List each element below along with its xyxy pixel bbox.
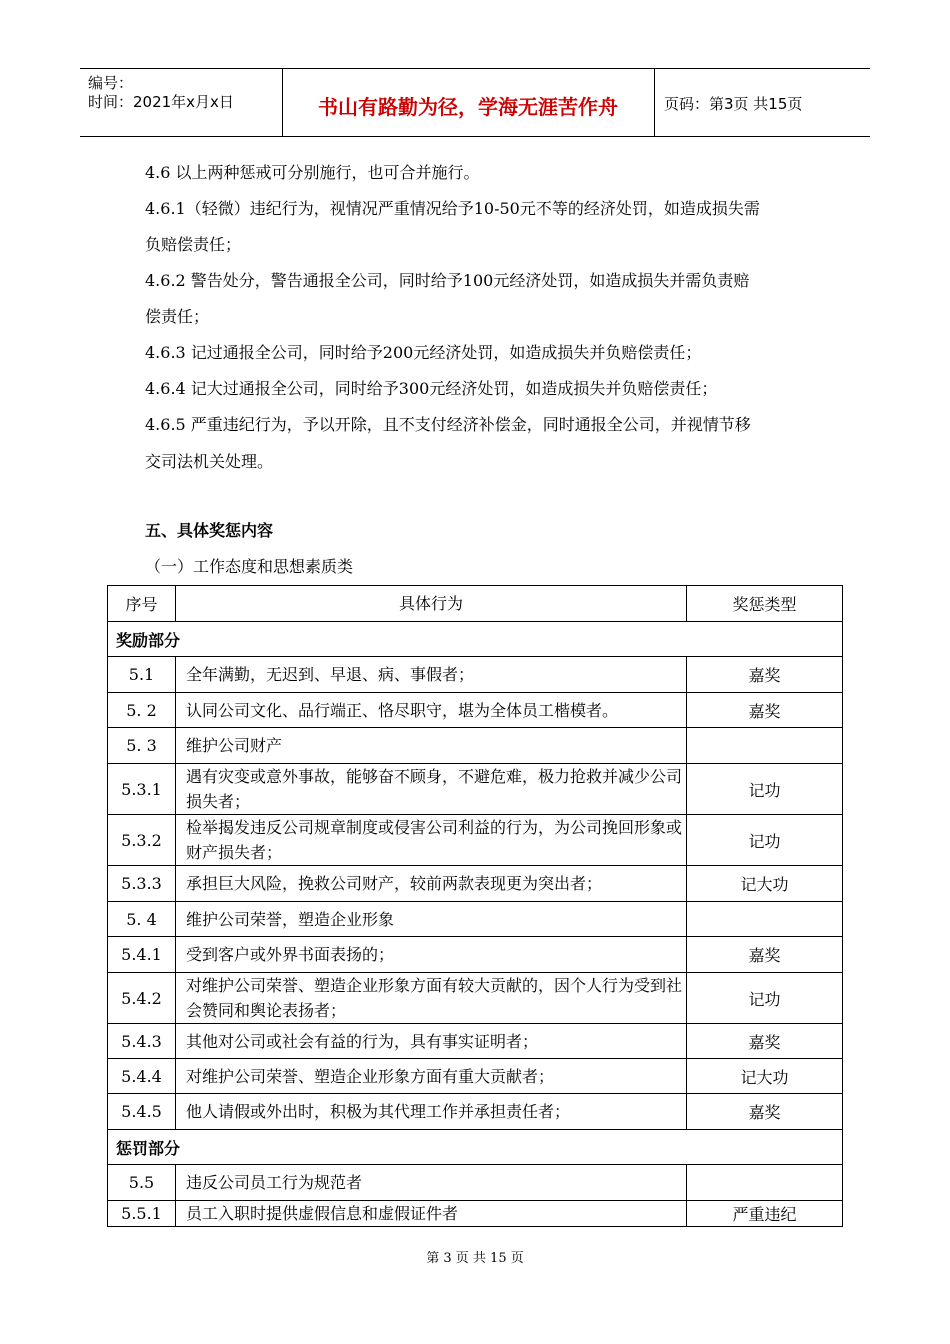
section-title: 五、具体奖惩内容 — [145, 521, 274, 540]
paragraph-line: 负赔偿责任； — [145, 235, 242, 254]
row-number: 5.4.1 — [108, 937, 176, 973]
row-behavior: 维护公司荣誉，塑造企业形象 — [176, 902, 687, 937]
time-label: 时间：2021年x月x日 — [88, 93, 234, 111]
table-row — [108, 728, 843, 764]
row-behavior: 认同公司文化、品行端正、恪尽职守，堪为全体员工楷模者。 — [176, 693, 687, 728]
paragraph-line: 4.6.2 警告处分，警告通报全公司，同时给予100元经济处罚，如造成损失并需负责赔 — [145, 271, 750, 290]
row-behavior: 受到客户或外界书面表扬的； — [176, 937, 687, 973]
row-number: 5.3.3 — [108, 866, 176, 902]
number-label: 编号： — [88, 74, 134, 92]
row-type: 嘉奖 — [687, 1024, 843, 1059]
header-motto-cell — [282, 69, 655, 136]
header-meta — [80, 69, 283, 136]
row-number: 5. 4 — [108, 902, 176, 937]
table-row — [108, 815, 843, 866]
row-type — [687, 902, 843, 937]
row-type: 记功 — [687, 815, 843, 866]
row-behavior: 遇有灾变或意外事故，能够奋不顾身，不避危难，极力抢救并减少公司损失者； — [176, 764, 687, 815]
row-number: 5.1 — [108, 657, 176, 693]
column-header-number: 序号 — [108, 586, 176, 622]
column-header-type: 奖惩类型 — [687, 586, 843, 622]
paragraph-line: 4.6.5 严重违纪行为，予以开除，且不支付经济补偿金，同时通报全公司，并视情节移 — [145, 415, 751, 434]
row-number: 5.3.2 — [108, 815, 176, 866]
section-row-reward — [108, 622, 843, 657]
row-number: 5.4.3 — [108, 1024, 176, 1059]
row-behavior: 违反公司员工行为规范者 — [176, 1165, 687, 1201]
row-type: 嘉奖 — [687, 1094, 843, 1130]
header-page-cell — [654, 69, 870, 136]
table-row — [108, 866, 843, 902]
row-number: 5.3.1 — [108, 764, 176, 815]
row-number: 5.4.4 — [108, 1059, 176, 1094]
row-behavior: 承担巨大风险，挽救公司财产，较前两款表现更为突出者； — [176, 866, 687, 902]
row-type: 记功 — [687, 764, 843, 815]
reward-section-label: 奖励部分 — [108, 622, 843, 657]
row-type: 嘉奖 — [687, 657, 843, 693]
table-header-row — [108, 586, 843, 622]
row-number: 5.4.5 — [108, 1094, 176, 1130]
table-row — [108, 973, 843, 1024]
subsection-title: （一）工作态度和思想素质类 — [145, 557, 354, 576]
table-row — [108, 1201, 843, 1227]
row-behavior: 员工入职时提供虚假信息和虚假证件者 — [176, 1201, 687, 1227]
paragraph-line: 偿责任； — [145, 307, 210, 326]
row-behavior: 其他对公司或社会有益的行为，具有事实证明者； — [176, 1024, 687, 1059]
row-behavior: 检举揭发违反公司规章制度或侵害公司利益的行为，为公司挽回形象或财产损失者； — [176, 815, 687, 866]
paragraph-line: 交司法机关处理。 — [145, 452, 274, 471]
row-type — [687, 728, 843, 764]
table-row — [108, 693, 843, 728]
page-header — [80, 68, 870, 137]
paragraph-line: 4.6.4 记大过通报全公司，同时给予300元经济处罚，如造成损失并负赔偿责任； — [145, 379, 718, 398]
table-row — [108, 1094, 843, 1130]
row-behavior: 他人请假或外出时，积极为其代理工作并承担责任者； — [176, 1094, 687, 1130]
row-type: 嘉奖 — [687, 937, 843, 973]
header-page-label: 页码：第3页 共15页 — [664, 95, 803, 113]
row-type: 记功 — [687, 973, 843, 1024]
table-row — [108, 1165, 843, 1201]
row-behavior: 对维护公司荣誉、塑造企业形象方面有重大贡献者； — [176, 1059, 687, 1094]
row-type: 嘉奖 — [687, 693, 843, 728]
row-type — [687, 1165, 843, 1201]
table-row — [108, 902, 843, 937]
table-row — [108, 764, 843, 815]
table-row — [108, 1059, 843, 1094]
row-type: 严重违纪 — [687, 1201, 843, 1227]
page-footer: 第 3 页 共 15 页 — [426, 1251, 524, 1266]
row-number: 5.5 — [108, 1165, 176, 1201]
paragraph-line: 4.6 以上两种惩戒可分别施行，也可合并施行。 — [145, 163, 480, 182]
row-number: 5.5.1 — [108, 1201, 176, 1227]
row-behavior: 维护公司财产 — [176, 728, 687, 764]
row-behavior: 对维护公司荣誉、塑造企业形象方面有较大贡献的，因个人行为受到社会赞同和舆论表扬者； — [176, 973, 687, 1024]
row-number: 5.4.2 — [108, 973, 176, 1024]
row-number: 5. 3 — [108, 728, 176, 764]
row-behavior: 全年满勤，无迟到、早退、病、事假者； — [176, 657, 687, 693]
column-header-behavior: 具体行为 — [176, 586, 687, 622]
reward-penalty-table — [107, 585, 843, 1227]
table-row — [108, 657, 843, 693]
section-row-penalty — [108, 1130, 843, 1165]
paragraph-line: 4.6.3 记过通报全公司，同时给予200元经济处罚，如造成损失并负赔偿责任； — [145, 343, 702, 362]
paragraph-line: 4.6.1（轻微）违纪行为，视情况严重情况给予10-50元不等的经济处罚，如造成损失需 — [145, 199, 760, 218]
table-row — [108, 1024, 843, 1059]
header-motto: 书山有路勤为径，学海无涯苦作舟 — [318, 95, 618, 119]
penalty-section-label: 惩罚部分 — [108, 1130, 843, 1165]
row-type: 记大功 — [687, 866, 843, 902]
row-number: 5. 2 — [108, 693, 176, 728]
row-type: 记大功 — [687, 1059, 843, 1094]
table-row — [108, 937, 843, 973]
